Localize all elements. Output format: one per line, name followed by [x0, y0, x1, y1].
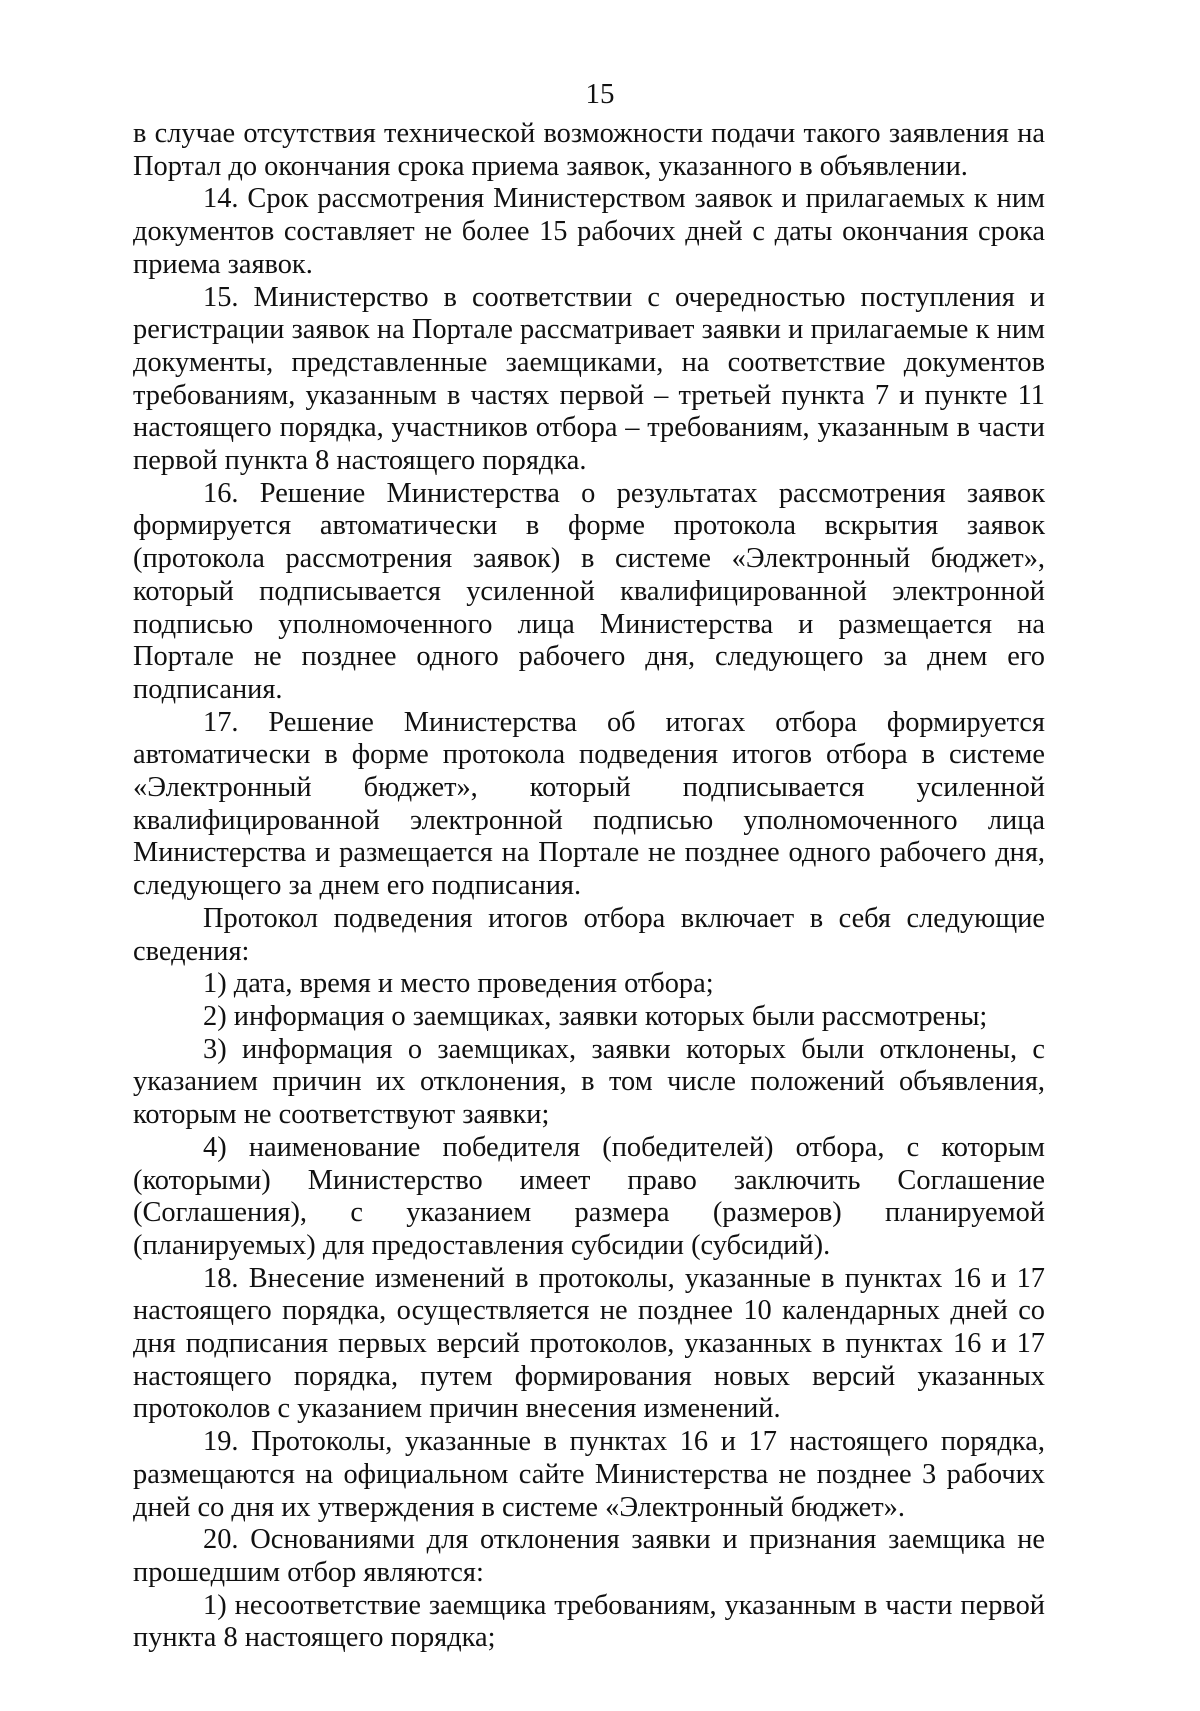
- list-item-4: 4) наименование победителя (победителей) отбора, с которым (которыми) Министерство имеет право заключить Соглашение (Соглашения), с указанием размера (размеров) планируемой (планируемых) для предоставления субсидии (субсидий).: [133, 1131, 1045, 1261]
- page-number: 15: [585, 78, 615, 110]
- paragraph-protocol-intro: Протокол подведения итогов отбора включает в себя следующие сведения:: [133, 902, 1045, 967]
- paragraph-continuation: в случае отсутствия технической возможности подачи такого заявления на Портал до окончания срока приема заявок, указанного в объявлении.: [133, 118, 1045, 182]
- list-item-2: 2) информация о заемщиках, заявки которых были рассмотрены;: [203, 1000, 988, 1032]
- document-body: [133, 118, 1045, 1655]
- paragraph-item-18: 18. Внесение изменений в протоколы, указанные в пунктах 16 и 17 настоящего порядка, осуществляется не позднее 10 календарных дней со дня подписания первых версий протоколов, указанных в пунктах 16 и 17 настоящего порядка, путем формирования новых версий указанных протоколов с указанием причин внесения изменений.: [133, 1262, 1045, 1425]
- list-item-1: 1) дата, время и место проведения отбора;: [203, 968, 714, 1000]
- paragraph-item-14: 14. Срок рассмотрения Министерством заявок и прилагаемых к ним документов составляет не более 15 рабочих дней с даты окончания срока приема заявок.: [133, 183, 1045, 280]
- paragraph-item-16: 16. Решение Министерства о результатах рассмотрения заявок формируется автоматически в форме протокола вскрытия заявок (протокола рассмотрения заявок) в системе «Электронный бюджет», который подписывается усиленной квалифицированной электронной подписью уполномоченного лица Министерства и размещается на Портале не позднее одного рабочего дня, следующего за днем его подписания.: [133, 477, 1045, 705]
- paragraph-item-20: 20. Основаниями для отклонения заявки и признания заемщика не прошедшим отбор являются:: [133, 1524, 1045, 1588]
- list-item-20-1: 1) несоответствие заемщика требованиям, указанным в части первой пункта 8 настоящего порядка;: [133, 1589, 1045, 1654]
- paragraph-item-17: 17. Решение Министерства об итогах отбора формируется автоматически в форме протокола подведения итогов отбора в системе «Электронный бюджет», который подписывается усиленной квалифицированной электронной подписью уполномоченного лица Министерства и размещается на Портале не позднее одного рабочего дня, следующего за днем его подписания.: [133, 706, 1045, 902]
- paragraph-item-19: 19. Протоколы, указанные в пунктах 16 и 17 настоящего порядка, размещаются на официальном сайте Министерства не позднее 3 рабочих дней со дня их утверждения в системе «Электронный бюджет».: [133, 1426, 1045, 1523]
- paragraph-item-15: 15. Министерство в соответствии с очередностью поступления и регистрации заявок на Портале рассматривает заявки и прилагаемые к ним документы, представленные заемщиками, на соответствие документов требованиям, указанным в частях первой – третьей пункта 7 и пункте 11 настоящего порядка, участников отбора – требованиям, указанным в части первой пункта 8 настоящего порядка.: [133, 281, 1045, 477]
- list-item-3: 3) информация о заемщиках, заявки которых были отклонены, с указанием причин их отклонения, в том числе положений объявления, которым не соответствуют заявки;: [133, 1033, 1045, 1131]
